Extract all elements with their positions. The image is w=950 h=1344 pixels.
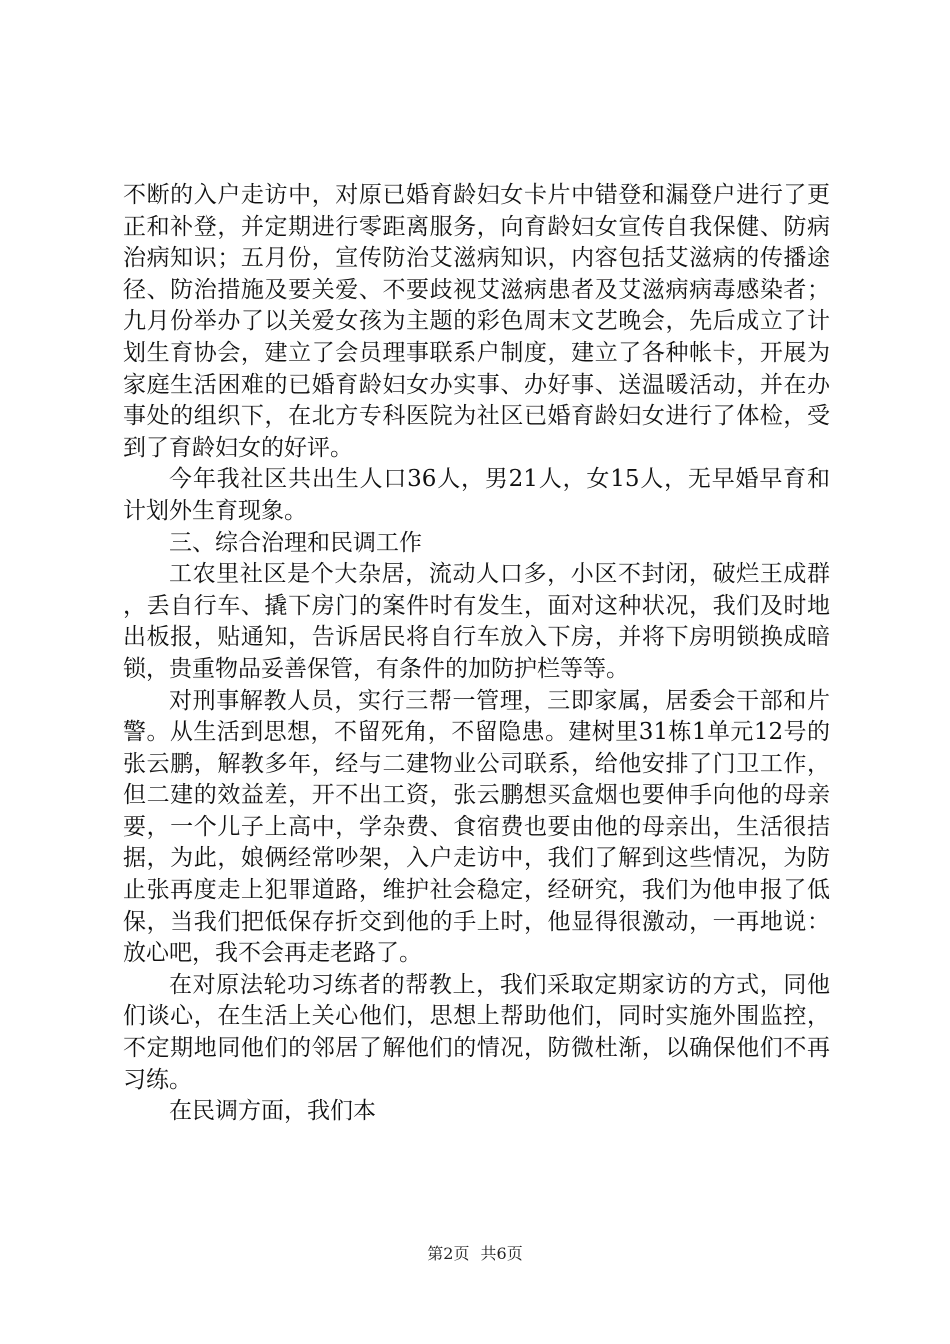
paragraph-3: 工农里社区是个大杂居，流动人口多，小区不封闭，破烂王成群，丢自行车、撬下房门的案件时有发生，面对这种状况，我们及时地出板报，贴通知，告诉居民将自行车放入下房，并将下房明锁换成暗锁，贵重物品妥善保管，有条件的加防护栏等等。 <box>123 561 830 682</box>
paragraph-6: 在民调方面，我们本 <box>169 1098 376 1125</box>
paragraph-1: 不断的入户走访中，对原已婚育龄妇女卡片中错登和漏登户进行了更正和补登，并定期进行零距离服务，向育龄妇女宣传自我保健、防病治病知识；五月份，宣传防治艾滋病知识，内容包括艾滋病的传播途径、防治措施及要关爱、不要歧视艾滋病患者及艾滋病病毒感染者；九月份举办了以关爱女孩为主题的彩色周末文艺晚会，先后成立了计划生育协会，建立了会员理事联系户制度，建立了各种帐卡，开展为家庭生活困难的已婚育龄妇女办实事、办好事、送温暖活动，并在办事处的组织下，在北方专科医院为社区已婚育龄妇女进行了体检，受到了育龄妇女的好评。 <box>123 182 830 461</box>
section-heading: 三、综合治理和民调工作 <box>169 529 422 556</box>
page-footer <box>0 1244 950 1264</box>
page-number: 第2页 <box>427 1244 470 1263</box>
paragraph-2: 今年我社区共出生人口36人，男21人，女15人，无早婚早育和计划外生育现象。 <box>123 466 830 524</box>
paragraph-5: 在对原法轮功习练者的帮教上，我们采取定期家访的方式，同他们谈心，在生活上关心他们，思想上帮助他们，同时实施外围监控，不定期地同他们的邻居了解他们的情况，防微杜渐，以确保他们不再习练。 <box>123 971 830 1093</box>
page-total: 共6页 <box>480 1244 523 1263</box>
paragraph-4: 对刑事解教人员，实行三帮一管理，三即家属，居委会干部和片警。从生活到思想，不留死角，不留隐患。建树里31栋1单元12号的张云鹏，解教多年，经与二建物业公司联系，给他安排了门卫工作，但二建的效益差，开不出工资，张云鹏想买盒烟也要伸手向他的母亲要，一个儿子上高中，学杂费、食宿费也要由他的母亲出，生活很拮据，为此，娘俩经常吵架，入户走访中，我们了解到这些情况，为防止张再度走上犯罪道路，维护社会稳定，经研究，我们为他申报了低保，当我们把低保存折交到他的手上时，他显得很激动，一再地说：放心吧，我不会再走老路了。 <box>123 687 830 967</box>
document-body <box>123 180 830 1128</box>
